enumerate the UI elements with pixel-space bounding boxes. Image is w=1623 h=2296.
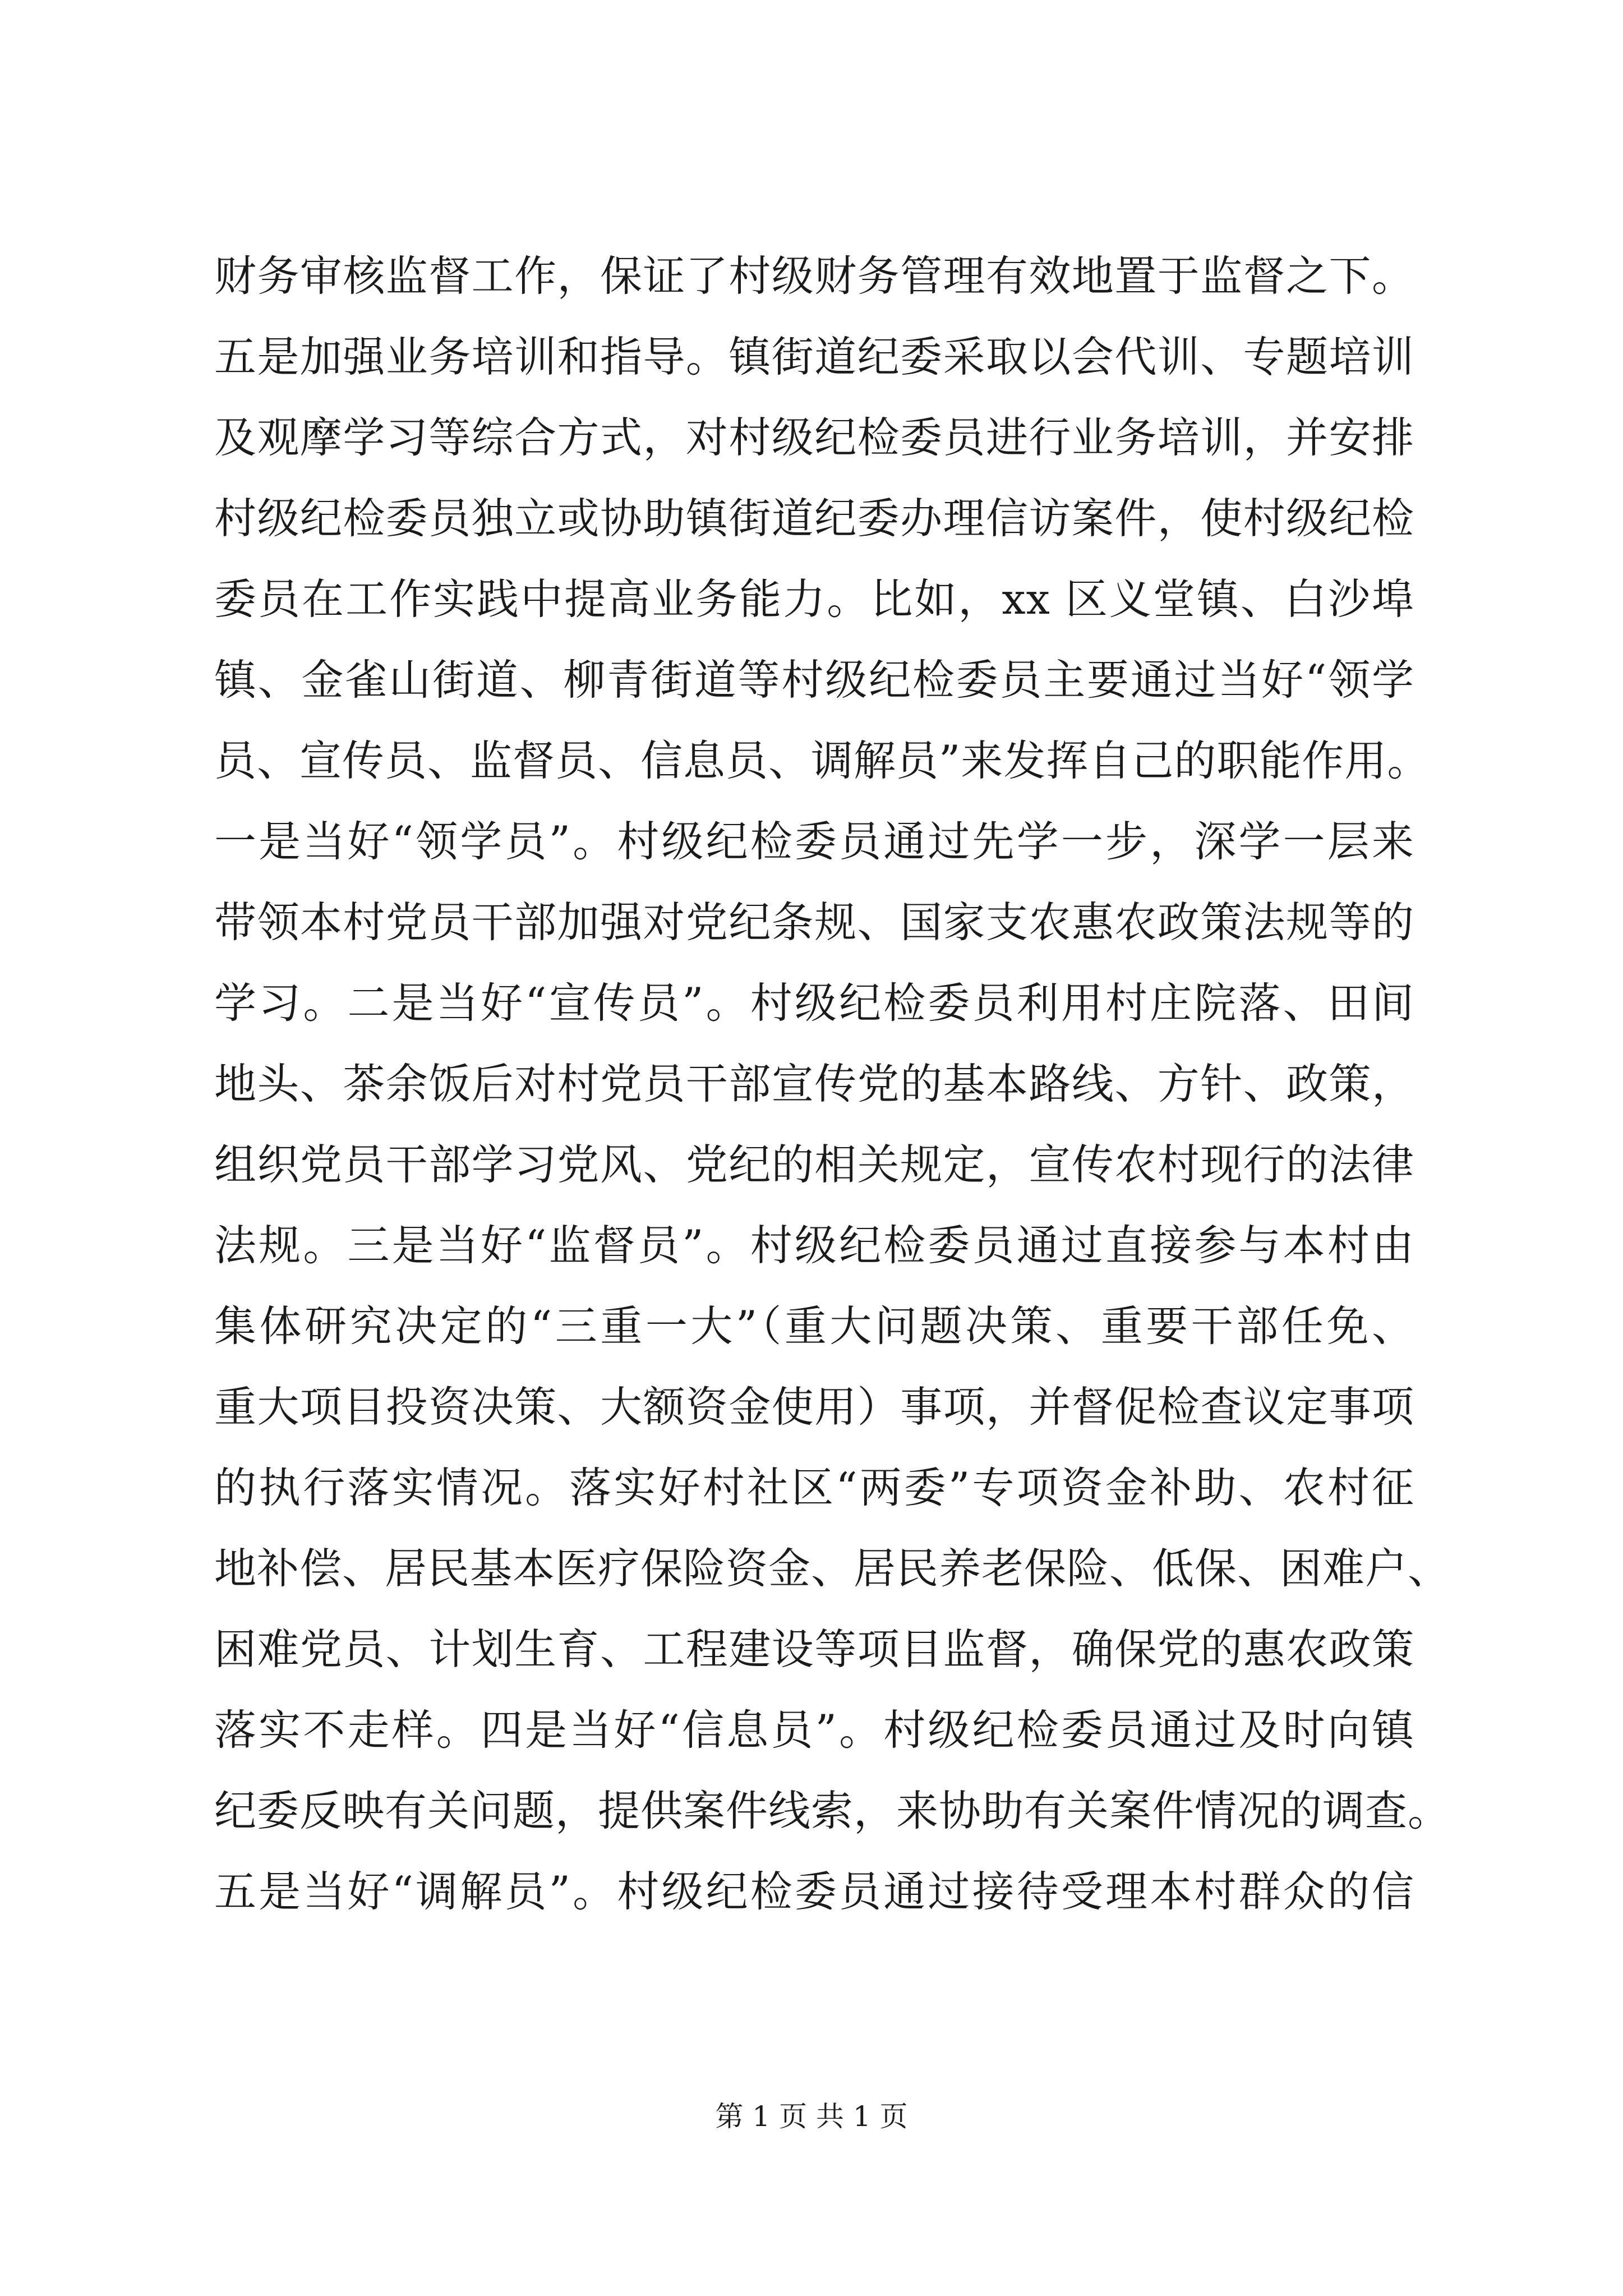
text-line: 学习。二是当好“宣传员”。村级纪检委员利用村庄院落、田间 bbox=[214, 978, 1414, 1028]
text-line: 纪委反映有关问题，提供案件线索，来协助有关案件情况的调查。 bbox=[214, 1786, 1451, 1835]
text-line: 重大项目投资决策、大额资金使用）事项，并督促检查议定事项 bbox=[214, 1382, 1414, 1432]
text-line: 地补偿、居民基本医疗保险资金、居民养老保险、低保、困难户、 bbox=[214, 1544, 1451, 1593]
page-number: 第 1 页 共 1 页 bbox=[715, 2100, 908, 2133]
page-footer bbox=[0, 2097, 1623, 2136]
text-line: 五是当好“调解员”。村级纪检委员通过接待受理本村群众的信 bbox=[214, 1867, 1414, 1916]
text-line: 法规。三是当好“监督员”。村级纪检委员通过直接参与本村由 bbox=[214, 1221, 1414, 1270]
text-line: 地头、茶余饭后对村党员干部宣传党的基本路线、方针、政策， bbox=[214, 1059, 1414, 1108]
body-text bbox=[214, 236, 1451, 1932]
text-line: 集体研究决定的“三重一大”（重大问题决策、重要干部任免、 bbox=[214, 1301, 1414, 1351]
text-line: 一是当好“领学员”。村级纪检委员通过先学一步，深学一层来 bbox=[214, 817, 1414, 866]
text-line: 及观摩学习等综合方式，对村级纪检委员进行业务培训，并安排 bbox=[214, 413, 1414, 462]
text-line: 村级纪检委员独立或协助镇街道纪委办理信访案件，使村级纪检 bbox=[214, 494, 1414, 543]
text-line: 财务审核监督工作，保证了村级财务管理有效地置于监督之下。 bbox=[214, 251, 1414, 301]
text-line: 的执行落实情况。落实好村社区“两委”专项资金补助、农村征 bbox=[214, 1463, 1414, 1512]
text-line: 镇、金雀山街道、柳青街道等村级纪检委员主要通过当好“领学 bbox=[214, 655, 1414, 705]
text-line: 委员在工作实践中提高业务能力。比如，xx 区义堂镇、白沙埠 bbox=[214, 574, 1414, 624]
text-line: 员、宣传员、监督员、信息员、调解员”来发挥自己的职能作用。 bbox=[214, 736, 1430, 785]
text-line: 落实不走样。四是当好“信息员”。村级纪检委员通过及时向镇 bbox=[214, 1705, 1414, 1755]
text-line: 带领本村党员干部加强对党纪条规、国家支农惠农政策法规等的 bbox=[214, 898, 1414, 947]
text-line: 困难党员、计划生育、工程建设等项目监督，确保党的惠农政策 bbox=[214, 1625, 1414, 1674]
text-line: 五是加强业务培训和指导。镇街道纪委采取以会代训、专题培训 bbox=[214, 332, 1414, 381]
text-line: 组织党员干部学习党风、党纪的相关规定，宣传农村现行的法律 bbox=[214, 1140, 1414, 1189]
